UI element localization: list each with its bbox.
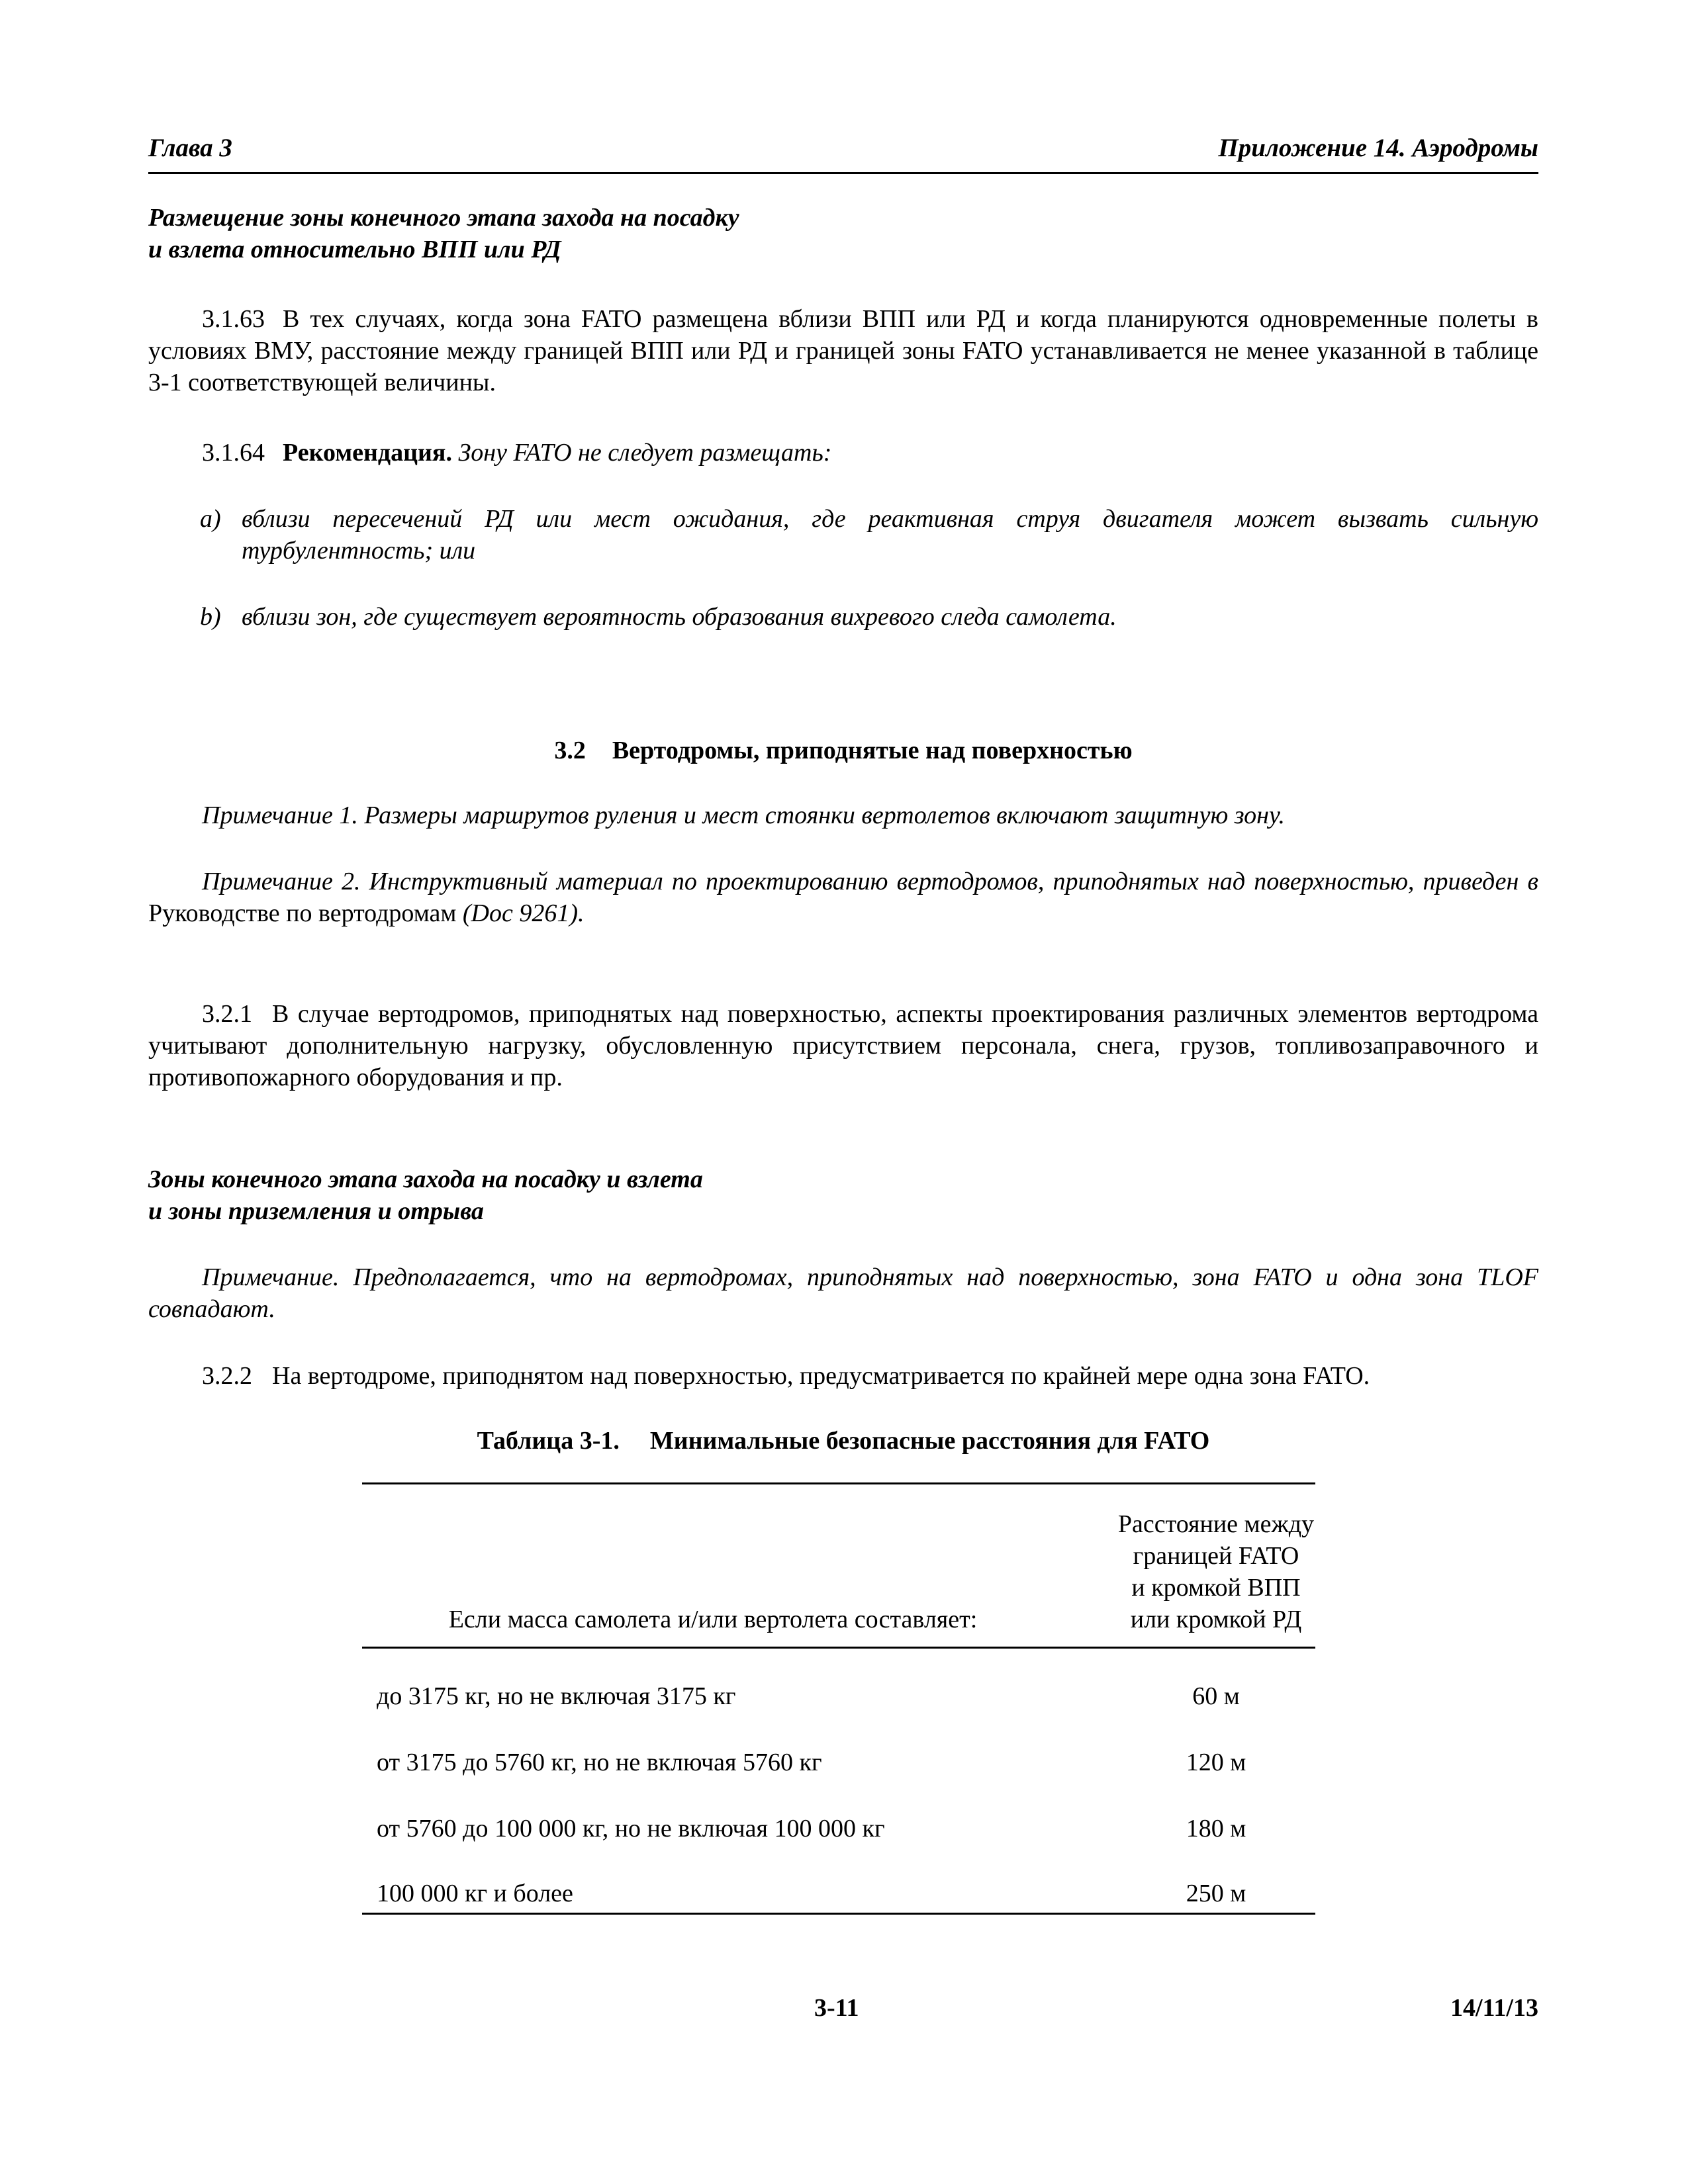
note-text: Примечание. Предполагается, что на вертодромах, приподнятых над поверхностью, зона FATO и одна зона TLOF совпадают. <box>148 1263 1538 1323</box>
recommendation-label: Рекомендация. <box>283 439 452 467</box>
section-heading-fato-placement <box>148 202 1538 265</box>
table-caption <box>148 1425 1538 1457</box>
table-cell-distance: 180 м <box>1186 1815 1246 1843</box>
section-title: Вертодромы, приподнятые над поверхностью <box>612 737 1133 764</box>
note-text: Примечание 1. Размеры маршрутов руления и мест стоянки вертолетов включают защитную зону. <box>202 801 1285 829</box>
header-chapter: Глава 3 <box>148 134 232 162</box>
paragraph-3-1-63 <box>148 303 1538 398</box>
table-cell-distance: 60 м <box>1192 1682 1240 1710</box>
issue-date: 14/11/13 <box>1450 1994 1538 2022</box>
section-number: 3.2 <box>554 737 586 764</box>
table-header-mass: Если масса самолета и/или вертолета составляет: <box>448 1606 978 1633</box>
list-marker: a) <box>200 505 221 533</box>
note-text: Примечание 2. Инструктивный материал по проектированию вертодромов, приподнятых над поверхностью, приведен в <box>202 868 1538 895</box>
list-item <box>148 503 1538 567</box>
page-number: 3-11 <box>814 1994 859 2022</box>
paragraph-number: 3.2.1 <box>202 1000 252 1028</box>
table-header-line: или кромкой РД <box>1130 1606 1302 1633</box>
header-annex-title: Приложение 14. Аэродромы <box>1218 134 1538 162</box>
table-title: Минимальные безопасные расстояния для FATO <box>649 1427 1210 1455</box>
paragraph-text: В тех случаях, когда зона FATO размещена вблизи ВПП или РД и когда планируются одновременные полеты в условиях ВМУ, расстояние между границей ВПП или РД и границей зоны FATO устанавливается не менее указанной в таблице 3-1 соответствующей величины. <box>148 305 1538 396</box>
table-bottom-rule <box>362 1913 1315 1915</box>
paragraph-number: 3.1.64 <box>202 439 265 467</box>
table-header-line: Расстояние между <box>1117 1510 1315 1538</box>
note-1 <box>148 799 1538 831</box>
table-header-line: и кромкой ВПП <box>1131 1574 1301 1602</box>
table-top-rule <box>362 1482 1315 1484</box>
list-marker: b) <box>200 603 221 631</box>
paragraph-3-2-2 <box>148 1360 1538 1392</box>
paragraph-text: На вертодроме, приподнятом над поверхностью, предусматривается по крайней мере одна зона FATO. <box>272 1362 1370 1390</box>
paragraph-3-1-64 <box>148 437 1538 469</box>
table-cell-mass: от 5760 до 100 000 кг, но не включая 100 000 кг <box>377 1815 885 1843</box>
table-header-line: границей FATO <box>1133 1542 1299 1570</box>
doc-reference: (Doc 9261). <box>462 899 585 927</box>
table-cell-mass: от 3175 до 5760 кг, но не включая 5760 кг <box>377 1749 822 1776</box>
section-heading-line: и взлета относительно ВПП или РД <box>148 236 561 263</box>
doc-name: Руководстве по вертодромам <box>148 899 457 927</box>
section-heading-fato-tlof <box>148 1163 1538 1227</box>
header-rule <box>148 172 1538 174</box>
paragraph-text: Зону FATO не следует размещать: <box>458 439 832 467</box>
list-item <box>148 601 1538 633</box>
table-number: Таблица 3-1. <box>477 1427 620 1455</box>
table-header-distance <box>1031 1508 1401 1635</box>
table-cell-distance: 120 м <box>1186 1749 1246 1776</box>
section-heading-line: Зоны конечного этапа захода на посадку и взлета <box>148 1165 703 1193</box>
note-2 <box>148 866 1538 929</box>
table-header-rule <box>362 1647 1315 1649</box>
note-3 <box>148 1261 1538 1325</box>
table-cell-mass: 100 000 кг и более <box>377 1880 573 1907</box>
paragraph-number: 3.2.2 <box>202 1362 252 1390</box>
section-heading-line: и зоны приземления и отрыва <box>148 1197 484 1225</box>
table-cell-distance: 250 м <box>1186 1880 1246 1907</box>
list-item-text: вблизи пересечений РД или мест ожидания, где реактивная струя двигателя может вызвать сильную турбулентность; или <box>242 505 1538 565</box>
paragraph-text: В случае вертодромов, приподнятых над поверхностью, аспекты проектирования различных элементов вертодрома учитывают дополнительную нагрузку, обусловленную присутствием персонала, снега, грузов, топливозаправочного и противопожарного оборудования и пр. <box>148 1000 1538 1091</box>
paragraph-3-2-1 <box>148 998 1538 1093</box>
paragraph-number: 3.1.63 <box>202 305 265 333</box>
table-cell-mass: до 3175 кг, но не включая 3175 кг <box>377 1682 736 1710</box>
section-title-3-2 <box>148 735 1538 766</box>
list-item-text: вблизи зон, где существует вероятность образования вихревого следа самолета. <box>242 603 1117 631</box>
section-heading-line: Размещение зоны конечного этапа захода на посадку <box>148 204 739 232</box>
